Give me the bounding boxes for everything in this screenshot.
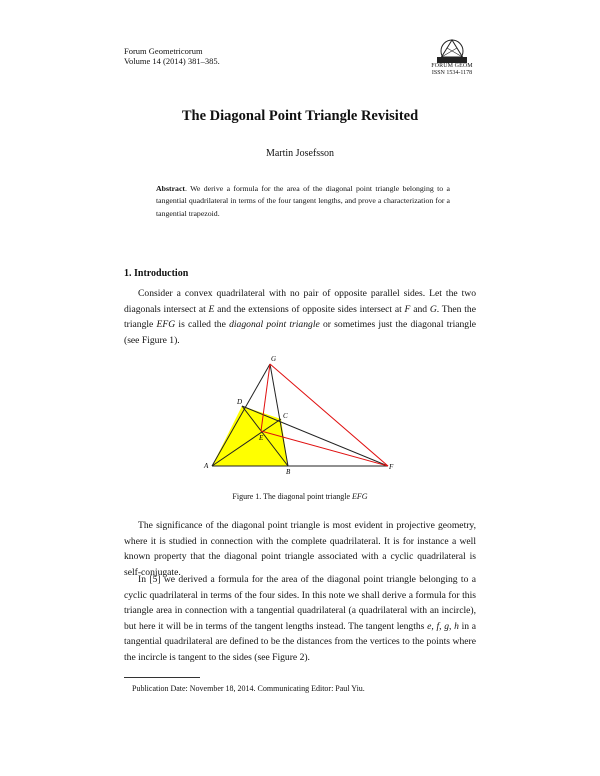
var-e: E xyxy=(208,303,215,315)
p2-text: The significance of the diagonal point triangle is most evident in projective geometry, where it is studied in connection with the complete quadrilateral. It is for instance a well known property that the diagonal point triangle associated with a cyclic quadrilateral is self-conjugate. xyxy=(124,520,476,578)
figure-caption xyxy=(0,492,600,501)
abstract-label: Abstract xyxy=(156,184,186,193)
journal-header xyxy=(124,46,220,66)
p1-text-b: and the extensions of opposite sides intersect at xyxy=(214,303,405,315)
footnote-rule xyxy=(124,677,200,678)
red-G-F xyxy=(270,364,388,466)
figure-1 xyxy=(200,352,400,480)
var-efgh: e, f, g, h xyxy=(427,620,459,632)
author: Martin Josefsson xyxy=(265,148,335,159)
paragraph-1 xyxy=(124,286,476,348)
abstract xyxy=(156,183,450,220)
p3-text-b: in a tangential quadrilateral are defined to be the distances from the vertices to the points where the incircle is tangent to the sides (see Figure 2). xyxy=(124,620,476,663)
var-g: G xyxy=(429,303,437,315)
term-diagonal-point-triangle: diagonal point triangle xyxy=(229,319,320,330)
issn: ISSN 1534-1178 xyxy=(431,70,473,76)
abstract-text: . We derive a formula for the area of the diagonal point triangle belonging to a tangential quadrilateral in terms of the four tangent lengths, and prove a characterization for a tangential trapezoid. xyxy=(156,184,450,218)
journal-name: Forum Geometricorum xyxy=(124,46,203,56)
label-E: E xyxy=(259,434,264,442)
footnote: Publication Date: November 18, 2014. Communicating Editor: Paul Yiu. xyxy=(132,684,365,693)
p3-text-a: In [5] we derived a formula for the area of the diagonal point triangle belonging to a cyclic quadrilateral in terms of the four sides. In this note we shall derive a formula for this triangle area in connection with a tangential quadrilateral (a quadrilateral with an incircle), but here it will be in terms of the tangent lengths instead. The tangent lengths xyxy=(124,574,476,632)
p1-text-f: or sometimes just the diagonal triangle (see Figure 1). xyxy=(124,319,477,346)
paragraph-2 xyxy=(124,518,476,580)
logo-text: FORUM GEOM xyxy=(431,63,473,69)
journal-volume: Volume 14 (2014) 381–385. xyxy=(124,56,220,66)
label-G: G xyxy=(271,355,277,363)
label-F: F xyxy=(389,463,394,471)
p1-text-e: is called the xyxy=(175,319,230,330)
var-f: F xyxy=(404,303,411,315)
forum-geom-logo-icon xyxy=(435,38,469,64)
label-A: A xyxy=(204,462,209,470)
caption-var: EFG xyxy=(352,492,368,501)
label-C: C xyxy=(283,412,288,420)
paragraph-3 xyxy=(124,572,476,665)
var-efg: EFG xyxy=(156,319,176,330)
label-D: D xyxy=(237,398,243,406)
journal-logo xyxy=(428,38,476,77)
section-heading: 1. Introduction xyxy=(124,268,189,279)
p1-text-a: Consider a convex quadrilateral with no pair of opposite parallel sides. Let the two diagonals intersect at xyxy=(124,288,476,315)
caption-text: Figure 1. The diagonal point triangle xyxy=(232,492,353,501)
label-B: B xyxy=(286,468,291,476)
p1-text-d: . Then the triangle xyxy=(124,303,476,330)
p1-text-c: and xyxy=(410,303,430,315)
quad-fill xyxy=(212,406,288,466)
paper-title: The Diagonal Point Triangle Revisited xyxy=(181,108,419,124)
